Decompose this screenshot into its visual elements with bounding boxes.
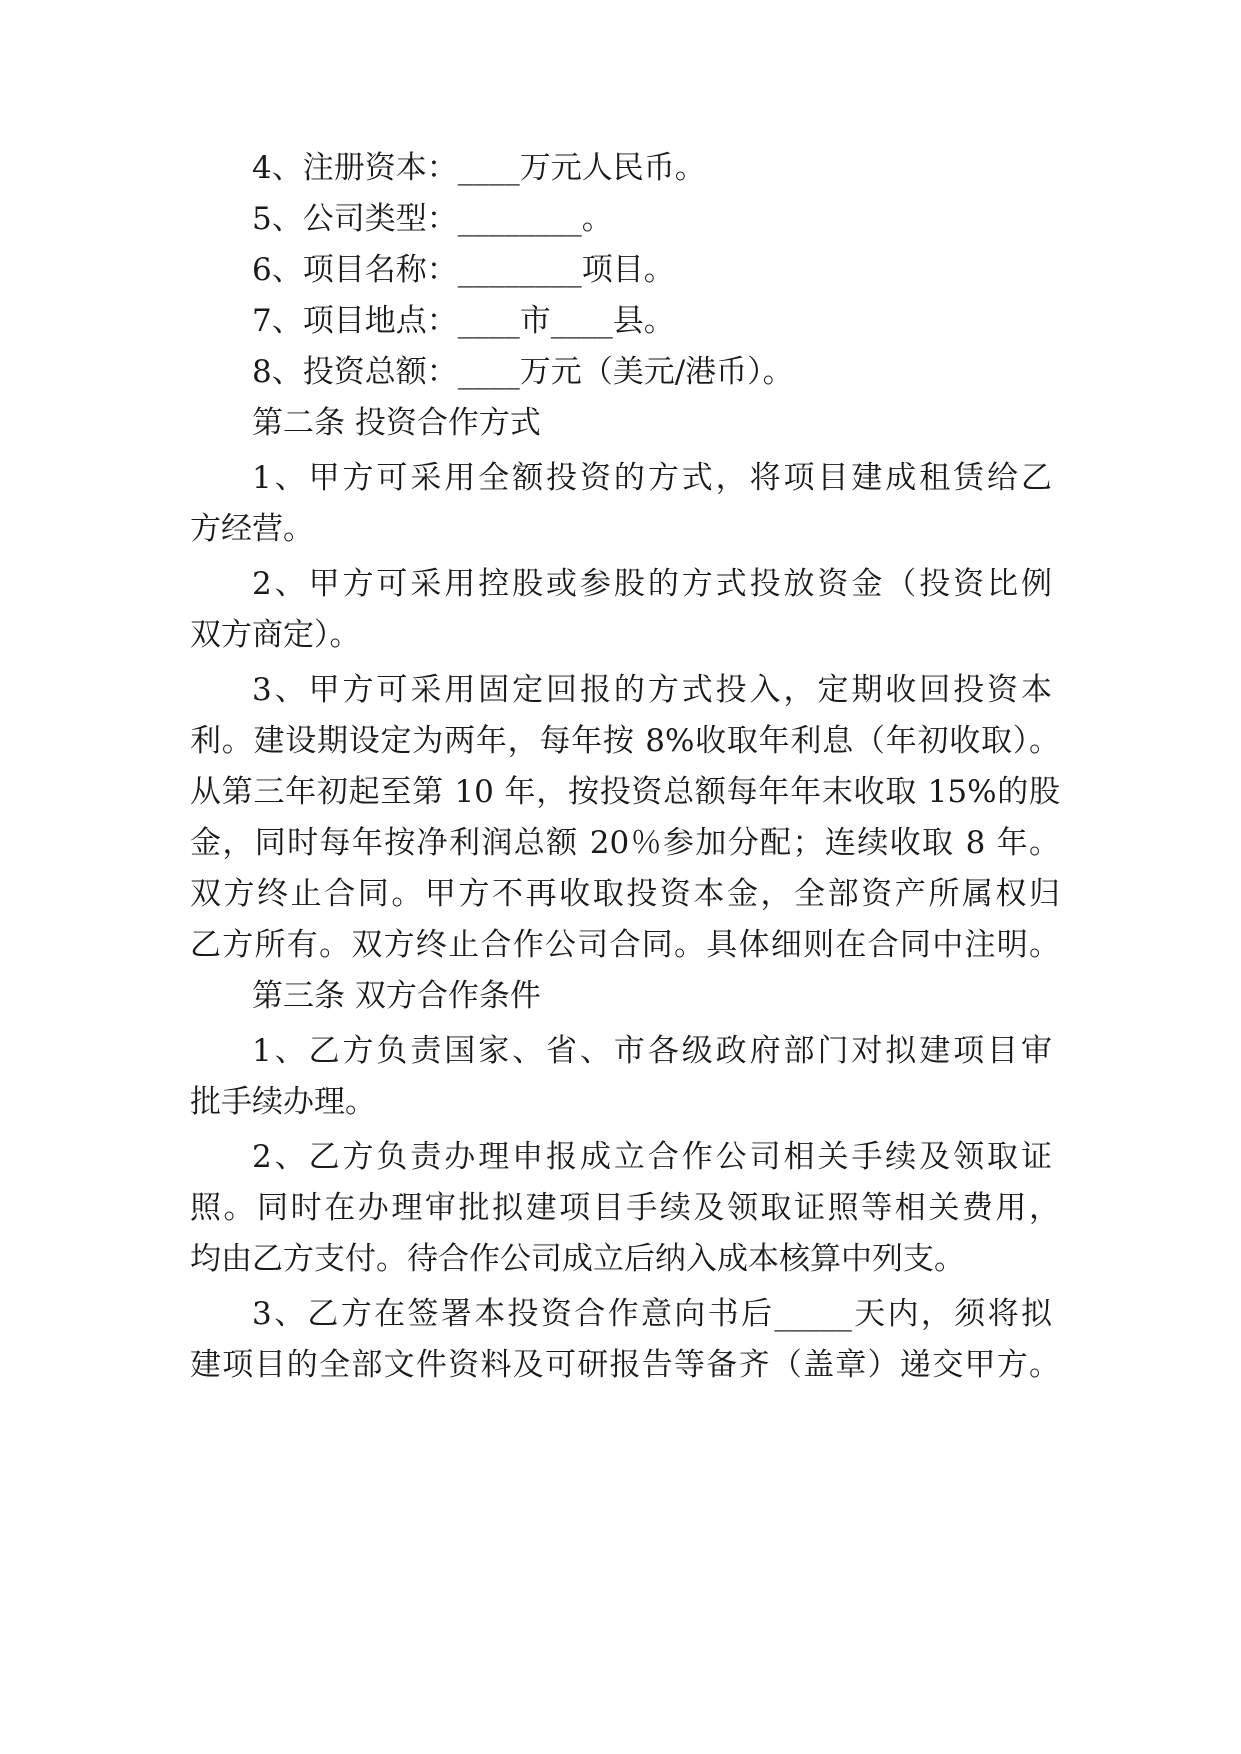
paragraph-2-3-line-4 [190,823,1070,863]
paragraph-text: 照。同时在办理审批拟建项目手续及领取证照等相关费用， [190,1190,1060,1226]
paragraph-text: 1、甲方可采用全额投资的方式，将项目建成租赁给乙 [252,460,1052,496]
paragraph-2-2-line-2: 双方商定）。 [190,617,361,653]
clause-total-investment: 8、投资总额：____万元（美元/港币）。 [252,354,794,390]
clause-project-name: 6、项目名称：________项目。 [252,252,675,288]
paragraph-3-2-line-2 [190,1188,1070,1228]
paragraph-2-1-line-2: 方经营。 [190,511,314,547]
paragraph-2-3-line-6 [190,925,1070,965]
clause-company-type: 5、公司类型：________。 [252,201,613,237]
paragraph-2-3-line-2 [190,721,1070,761]
paragraph-text: 1、乙方负责国家、省、市各级政府部门对拟建项目审 [252,1033,1052,1069]
paragraph-2-3-line-1 [252,670,1052,710]
paragraph-text: 3、甲方可采用固定回报的方式投入，定期收回投资本 [252,672,1052,708]
paragraph-text: 金，同时每年按净利润总额 20％参加分配；连续收取 8 年。 [190,825,1060,861]
paragraph-text: 双方终止合同。甲方不再收取投资本金，全部资产所属权归 [190,876,1060,912]
section-heading-article-3: 第三条 双方合作条件 [252,978,541,1014]
paragraph-3-1-line-1 [252,1031,1052,1071]
paragraph-text: 乙方所有。双方终止合作公司合同。具体细则在合同中注明。 [190,927,1060,963]
paragraph-3-2-line-1 [252,1137,1052,1177]
paragraph-3-2-line-3: 均由乙方支付。待合作公司成立后纳入成本核算中列支。 [190,1241,965,1277]
paragraph-text: 建项目的全部文件资料及可研报告等备齐（盖章）递交甲方。 [190,1347,1060,1383]
paragraph-3-3-line-2 [190,1345,1070,1385]
paragraph-2-2-line-1 [252,564,1052,604]
paragraph-text: 利。建设期设定为两年，每年按 8%收取年利息（年初收取）。 [190,723,1060,759]
paragraph-text: 3、乙方在签署本投资合作意向书后_____天内，须将拟 [252,1296,1052,1332]
paragraph-text: 2、甲方可采用控股或参股的方式投放资金（投资比例 [252,566,1052,602]
paragraph-2-3-line-5 [190,874,1070,914]
clause-project-location: 7、项目地点：____市____县。 [252,303,675,339]
paragraph-2-3-line-3 [190,772,1070,812]
paragraph-2-1-line-1 [252,458,1052,498]
paragraph-text: 2、乙方负责办理申报成立合作公司相关手续及领取证 [252,1139,1052,1175]
section-heading-article-2: 第二条 投资合作方式 [252,405,541,441]
paragraph-3-3-line-1 [252,1294,1052,1334]
clause-registered-capital: 4、注册资本：____万元人民币。 [252,150,706,186]
paragraph-3-1-line-2: 批手续办理。 [190,1084,376,1120]
paragraph-text: 从第三年初起至第 10 年，按投资总额每年年末收取 15%的股 [190,774,1060,810]
